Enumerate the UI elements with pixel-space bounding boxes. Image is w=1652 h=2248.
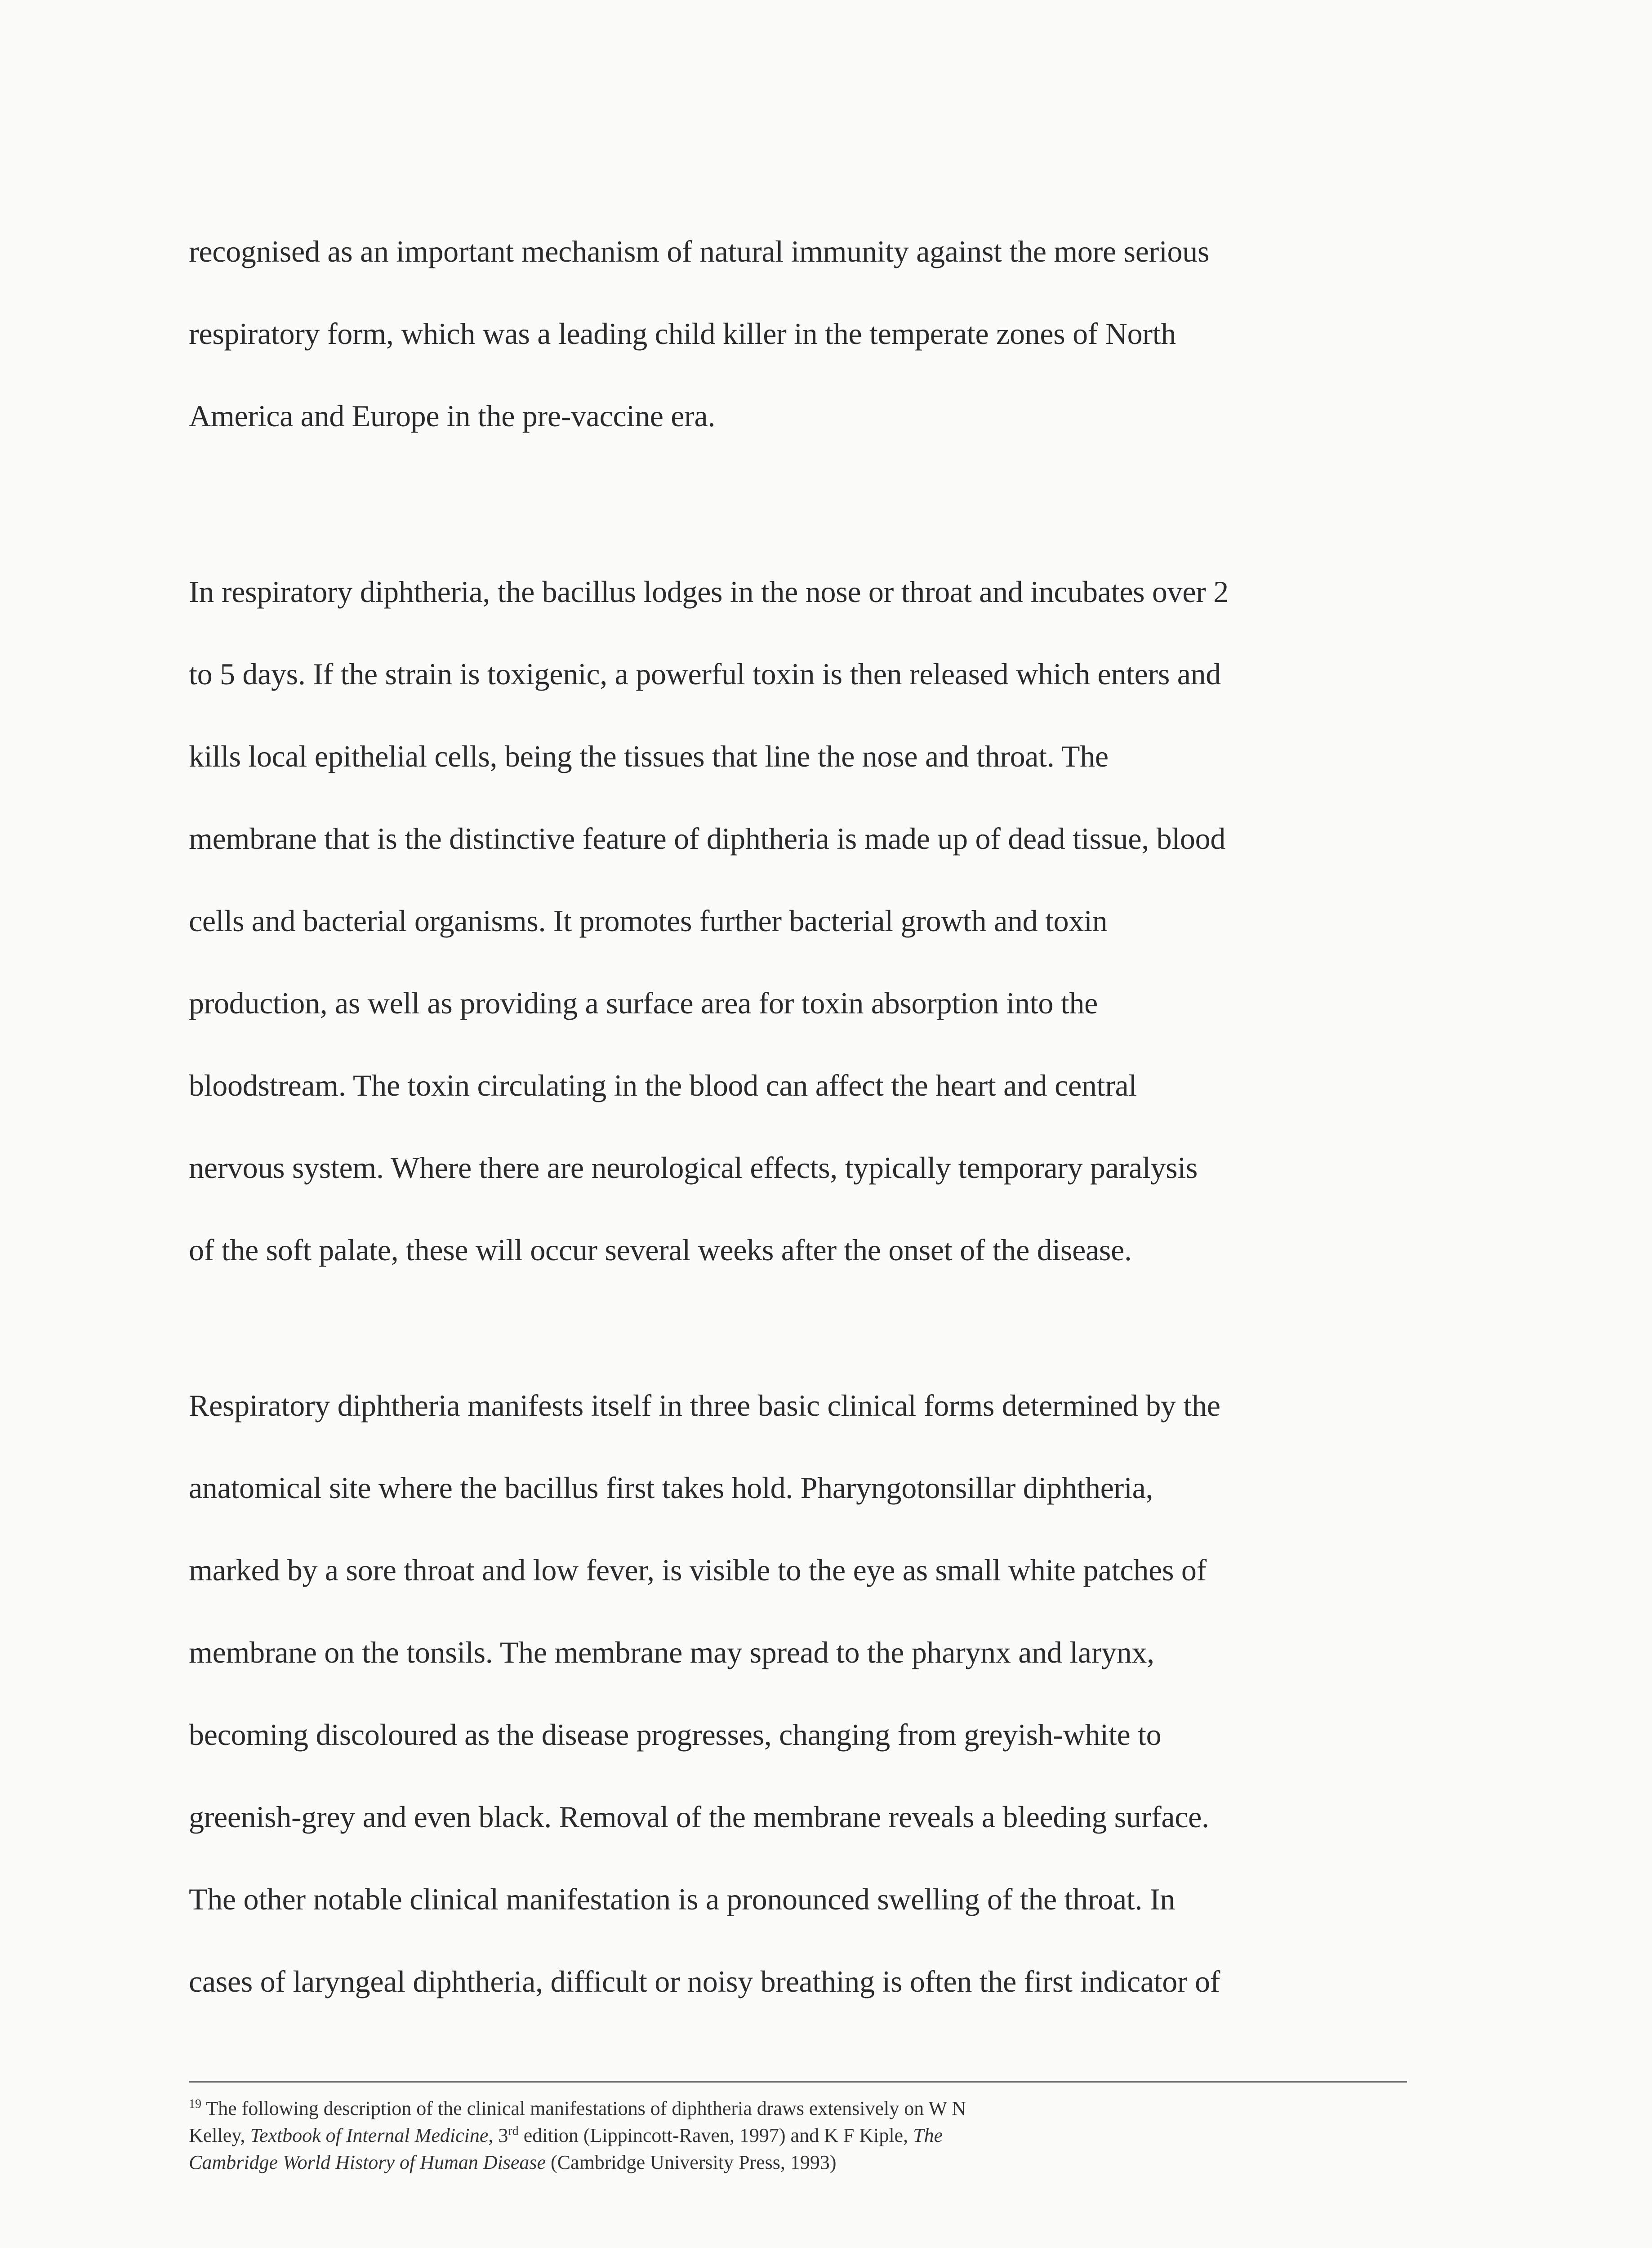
footnote-text: Kelley, <box>189 2124 250 2146</box>
paragraph-1 <box>189 210 1403 457</box>
footnote-text: The following description of the clinical manifestations of diphtheria draws extensively on W N <box>206 2097 966 2119</box>
text-line: America and Europe in the pre-vaccine era. <box>189 399 716 433</box>
text-line: marked by a sore throat and low fever, is visible to the eye as small white patches of <box>189 1553 1207 1587</box>
text-line: In respiratory diphtheria, the bacillus lodges in the nose or throat and incubates over 2 <box>189 575 1229 609</box>
text-line: bloodstream. The toxin circulating in the blood can affect the heart and central <box>189 1068 1137 1102</box>
text-line: recognised as an important mechanism of natural immunity against the more serious <box>189 234 1210 268</box>
footnote-book-title: Textbook of Internal Medicine <box>250 2124 489 2146</box>
paragraph-3 <box>189 1365 1403 2023</box>
text-line: respiratory form, which was a leading child killer in the temperate zones of North <box>189 317 1176 351</box>
footnote-text: (Cambridge University Press, 1993) <box>546 2151 837 2173</box>
text-line: cases of laryngeal diphtheria, difficult or noisy breathing is often the first indicator of <box>189 1964 1220 1998</box>
footnote-book-title: The <box>913 2124 943 2146</box>
footnote-divider <box>189 2081 1407 2083</box>
text-line: to 5 days. If the strain is toxigenic, a powerful toxin is then released which enters and <box>189 657 1221 691</box>
footnote-superscript: rd <box>508 2124 519 2138</box>
text-line: Respiratory diphtheria manifests itself in three basic clinical forms determined by the <box>189 1388 1220 1423</box>
text-line: kills local epithelial cells, being the tissues that line the nose and throat. The <box>189 739 1109 773</box>
footnote-book-title: Cambridge World History of Human Disease <box>189 2151 546 2173</box>
text-line: anatomical site where the bacillus first takes hold. Pharyngotonsillar diphtheria, <box>189 1471 1153 1505</box>
text-line: The other notable clinical manifestation is a pronounced swelling of the throat. In <box>189 1882 1175 1916</box>
text-line: membrane that is the distinctive feature of diphtheria is made up of dead tissue, blood <box>189 821 1226 856</box>
text-line: production, as well as providing a surface area for toxin absorption into the <box>189 986 1098 1020</box>
footnote-text: edition (Lippincott-Raven, 1997) and K F Kiple, <box>518 2124 913 2146</box>
text-line: nervous system. Where there are neurological effects, typically temporary paralysis <box>189 1151 1198 1185</box>
footnote-line-2 <box>189 2122 1412 2149</box>
footnote-line-1 <box>189 2095 1412 2122</box>
footnote-text: , 3 <box>488 2124 508 2146</box>
text-line: becoming discoloured as the disease progresses, changing from greyish-white to <box>189 1717 1162 1752</box>
text-line: of the soft palate, these will occur several weeks after the onset of the disease. <box>189 1233 1132 1267</box>
footnote-marker: 19 <box>189 2097 201 2111</box>
text-line: membrane on the tonsils. The membrane may spread to the pharynx and larynx, <box>189 1635 1154 1669</box>
text-line: greenish-grey and even black. Removal of the membrane reveals a bleeding surface. <box>189 1800 1209 1834</box>
paragraph-2 <box>189 551 1403 1291</box>
footnote <box>189 2095 1412 2176</box>
text-line: cells and bacterial organisms. It promotes further bacterial growth and toxin <box>189 904 1108 938</box>
footnote-line-3 <box>189 2149 1412 2176</box>
